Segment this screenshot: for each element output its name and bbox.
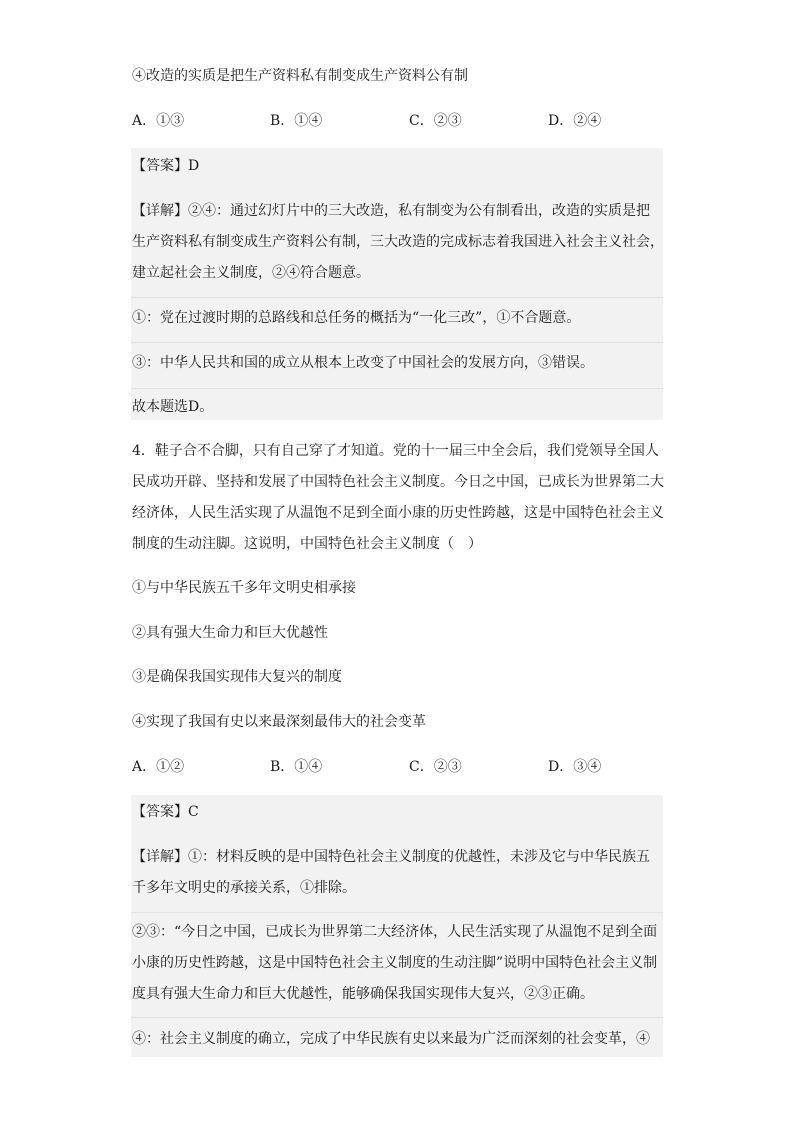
q4-statement-2: ②具有强大生命力和巨大优越性 (132, 625, 328, 641)
divider (131, 342, 663, 343)
q3-statement-4: ④改造的实质是把生产资料私有制变成生产资料公有制 (132, 68, 468, 84)
q4-answer: 【答案】C (132, 804, 199, 820)
answer-block-q3 (131, 148, 663, 420)
q4-option-b: B．①④ (270, 759, 323, 775)
q3-option-a: A．①③ (132, 113, 185, 129)
q4-analysis-line: 【详解】①：材料反映的是中国特色社会主义制度的优越性，未涉及它与中华民族五 (132, 849, 650, 865)
q4-analysis-line: ②③：“今日之中国，已成长为世界第二大经济体，人民生活实现了从温饱不足到全面 (132, 924, 658, 940)
q4-statement-3: ③是确保我国实现伟大复兴的制度 (132, 669, 342, 685)
q4-analysis-line: ④：社会主义制度的确立，完成了中华民族有史以来最为广泛而深刻的社会变革，④ (132, 1031, 650, 1047)
divider (131, 388, 663, 389)
q3-analysis-line: 故本题选D。 (132, 399, 214, 415)
q4-statement-1: ①与中华民族五千多年文明史相承接 (132, 580, 356, 596)
q4-option-d: D．③④ (548, 759, 602, 775)
q3-option-b: B．①④ (270, 113, 323, 129)
divider (131, 1017, 663, 1018)
q4-statement-4: ④实现了我国有史以来最深刻最伟大的社会变革 (132, 714, 426, 730)
q4-stem-line: 民成功开辟、坚持和发展了中国特色社会主义制度。今日之中国，已成长为世界第二大 (132, 474, 664, 490)
q3-answer: 【答案】D (132, 158, 200, 174)
q3-option-d: D．②④ (548, 113, 602, 129)
q4-option-a: A．①② (132, 759, 185, 775)
q3-analysis-line: 建立起社会主义制度，②④符合题意。 (132, 265, 370, 281)
q4-stem-line: 制度的生动注脚。这说明，中国特色社会主义制度（ ） (132, 536, 482, 552)
q4-option-c: C．②③ (409, 759, 462, 775)
divider (131, 297, 663, 298)
q3-analysis-line: ③：中华人民共和国的成立从根本上改变了中国社会的发展方向，③错误。 (132, 355, 594, 371)
q4-stem-line: 经济体，人民生活实现了从温饱不足到全面小康的历史性跨越，这是中国特色社会主义 (132, 505, 664, 521)
q3-analysis-line: 生产资料私有制变成生产资料公有制，三大改造的完成标志着我国进入社会主义社会， (132, 234, 664, 250)
q3-analysis-line: 【详解】②④：通过幻灯片中的三大改造，私有制变为公有制看出，改造的实质是把 (132, 203, 650, 219)
q4-stem-line: 4．鞋子合不合脚，只有自己穿了才知道。党的十一届三中全会后，我们党领导全国人 (132, 443, 659, 459)
q3-analysis-line: ①：党在过渡时期的总路线和总任务的概括为“一化三改”，①不合题意。 (132, 310, 581, 326)
divider (131, 912, 663, 913)
q4-analysis-line: 小康的历史性跨越，这是中国特色社会主义制度的生动注脚”说明中国特色社会主义制 (132, 955, 658, 971)
q4-analysis-line: 千多年文明史的承接关系，①排除。 (132, 880, 356, 896)
q4-analysis-line: 度具有强大生命力和巨大优越性，能够确保我国实现伟大复兴，②③正确。 (132, 986, 594, 1002)
q3-option-c: C．②③ (409, 113, 462, 129)
